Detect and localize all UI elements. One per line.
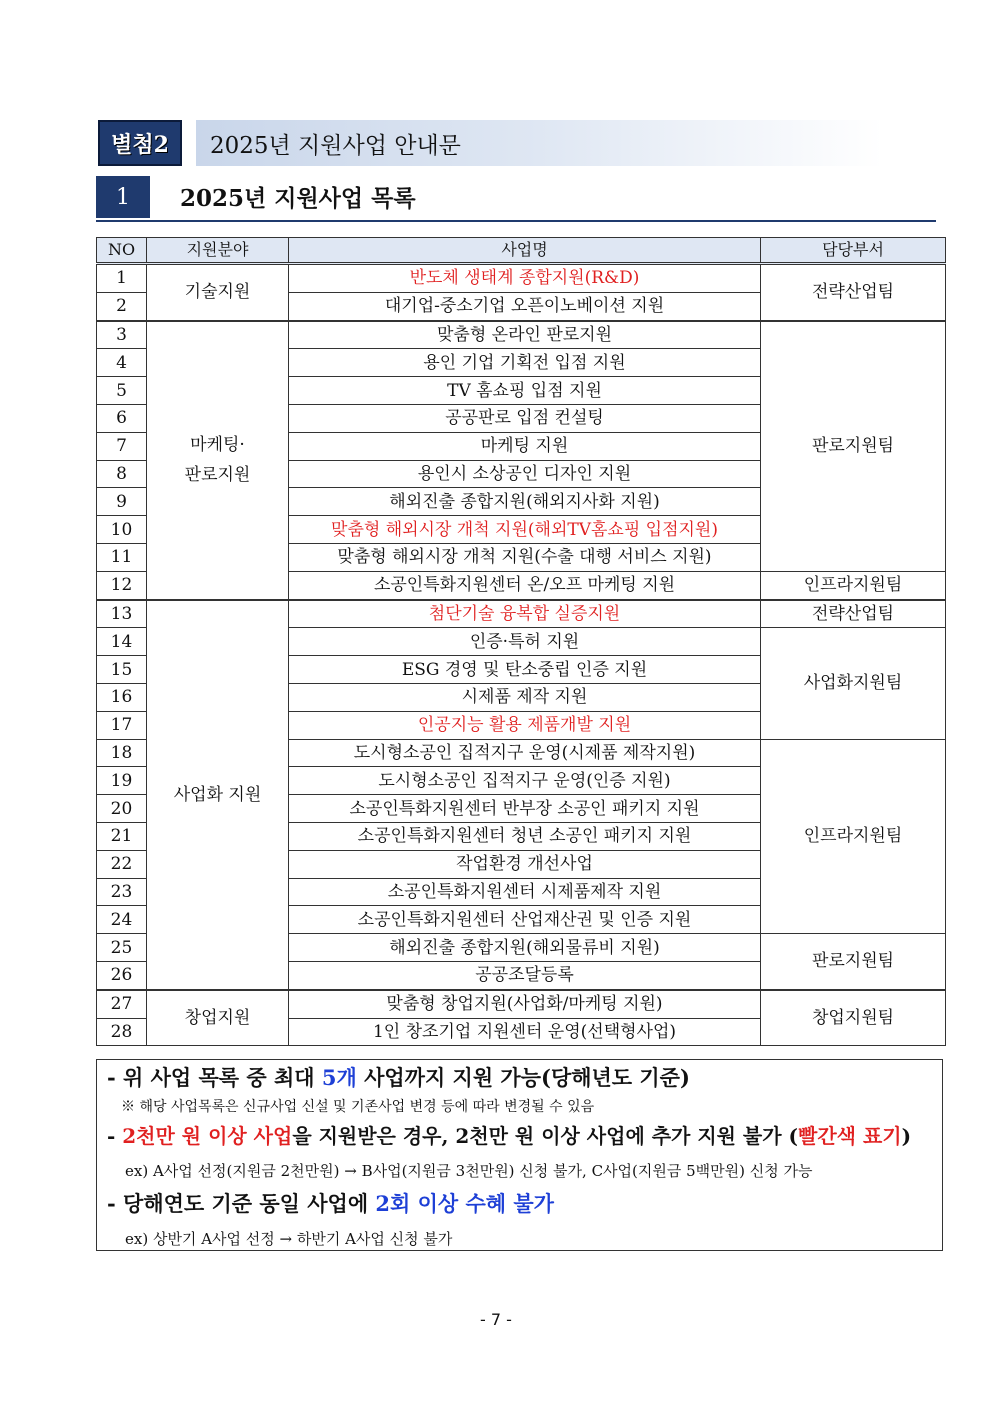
cell-no: 8 — [97, 460, 147, 488]
cell-no: 14 — [97, 628, 147, 656]
note-highlight: 2회 이상 수혜 불가 — [375, 1191, 554, 1216]
cell-no: 1 — [97, 264, 147, 293]
cell-name: 공공조달등록 — [289, 961, 761, 989]
cell-name: 마케팅 지원 — [289, 432, 761, 460]
cell-name: 소공인특화지원센터 시제품제작 지원 — [289, 878, 761, 906]
cell-no: 4 — [97, 349, 147, 377]
cell-name: 첨단기술 융복합 실증지원 — [289, 600, 761, 628]
cell-no: 27 — [97, 990, 147, 1018]
cell-no: 17 — [97, 711, 147, 739]
cell-field: 사업화 지원 — [147, 600, 289, 990]
cell-dept: 인프라지원팀 — [761, 571, 946, 599]
cell-name: 반도체 생태계 종합지원(R&D) — [289, 264, 761, 293]
table-header-row — [97, 238, 946, 264]
note-duplicate — [107, 1188, 554, 1218]
notes-box — [96, 1059, 943, 1251]
cell-name: 소공인특화지원센터 반부장 소공인 패키지 지원 — [289, 795, 761, 823]
cell-no: 20 — [97, 795, 147, 823]
cell-dept: 전략산업팀 — [761, 264, 946, 321]
cell-field: 창업지원 — [147, 990, 289, 1046]
note-highlight: 빨간색 표기 — [798, 1124, 902, 1148]
header-field: 지원분야 — [147, 238, 289, 264]
cell-name: 작업환경 개선사업 — [289, 850, 761, 878]
note-text: 사업까지 지원 가능(당해년도 기준) — [356, 1065, 690, 1090]
note-20m-limit — [107, 1120, 911, 1149]
cell-no: 25 — [97, 934, 147, 962]
cell-no: 23 — [97, 878, 147, 906]
cell-name: 시제품 제작 지원 — [289, 683, 761, 711]
note-text: - 당해연도 기준 동일 사업에 — [107, 1191, 376, 1216]
header-no: NO — [97, 238, 147, 264]
cell-name: TV 홈쇼핑 입점 지원 — [289, 377, 761, 405]
cell-field: 기술지원 — [147, 264, 289, 321]
cell-dept: 창업지원팀 — [761, 990, 946, 1046]
cell-dept: 판로지원팀 — [761, 934, 946, 990]
program-table — [96, 237, 946, 1046]
page-number: - 7 - — [480, 1310, 512, 1329]
note-text: - 위 사업 목록 중 최대 — [107, 1065, 322, 1090]
cell-name: 해외진출 종합지원(해외지사화 지원) — [289, 488, 761, 516]
cell-no: 3 — [97, 321, 147, 349]
cell-dept: 사업화지원팀 — [761, 628, 946, 739]
note-highlight: 2천만 원 이상 사업 — [122, 1124, 293, 1148]
cell-no: 5 — [97, 377, 147, 405]
annex-tag: 별첨2 — [98, 120, 182, 166]
cell-name: 대기업-중소기업 오픈이노베이션 지원 — [289, 292, 761, 320]
cell-dept: 전략산업팀 — [761, 600, 946, 628]
header-name: 사업명 — [289, 238, 761, 264]
cell-dept: 판로지원팀 — [761, 321, 946, 572]
section-number: 1 — [96, 176, 150, 218]
cell-name: 용인 기업 기획전 입점 지원 — [289, 349, 761, 377]
note-example-2: ex) 상반기 A사업 선정 → 하반기 A사업 신청 불가 — [125, 1230, 453, 1248]
cell-no: 18 — [97, 739, 147, 767]
note-max-five — [107, 1062, 690, 1092]
note-sub-change: ※ 해당 사업목록은 신규사업 신설 및 기존사업 변경 등에 따라 변경될 수 있음 — [121, 1099, 595, 1115]
cell-name: 소공인특화지원센터 온/오프 마케팅 지원 — [289, 571, 761, 599]
cell-dept: 인프라지원팀 — [761, 739, 946, 934]
cell-name: 인공지능 활용 제품개발 지원 — [289, 711, 761, 739]
cell-no: 6 — [97, 404, 147, 432]
note-text: - — [107, 1124, 123, 1148]
table-row — [97, 264, 946, 293]
cell-name: 인증·특허 지원 — [289, 628, 761, 656]
note-highlight: 5개 — [321, 1065, 357, 1090]
header-dept: 담당부서 — [761, 238, 946, 264]
table-body — [97, 264, 946, 1046]
cell-no: 19 — [97, 767, 147, 795]
cell-name: 맞춤형 온라인 판로지원 — [289, 321, 761, 349]
cell-name: 맞춤형 해외시장 개척 지원(해외TV홈쇼핑 입점지원) — [289, 516, 761, 544]
cell-no: 16 — [97, 683, 147, 711]
cell-no: 24 — [97, 906, 147, 934]
cell-name: 맞춤형 해외시장 개척 지원(수출 대행 서비스 지원) — [289, 543, 761, 571]
cell-no: 2 — [97, 292, 147, 320]
cell-no: 15 — [97, 656, 147, 684]
cell-name: 맞춤형 창업지원(사업화/마케팅 지원) — [289, 990, 761, 1018]
table-row — [97, 600, 946, 628]
table-row — [97, 990, 946, 1018]
cell-no: 11 — [97, 543, 147, 571]
annex-header — [98, 120, 883, 166]
cell-name: 해외진출 종합지원(해외물류비 지원) — [289, 934, 761, 962]
cell-name: 공공판로 입점 컨설팅 — [289, 404, 761, 432]
cell-no: 7 — [97, 432, 147, 460]
cell-no: 9 — [97, 488, 147, 516]
cell-no: 10 — [97, 516, 147, 544]
note-text: ) — [901, 1124, 912, 1148]
cell-no: 21 — [97, 822, 147, 850]
note-text: 을 지원받은 경우, 2천만 원 이상 사업에 추가 지원 불가 ( — [292, 1124, 799, 1148]
cell-no: 13 — [97, 600, 147, 628]
cell-no: 12 — [97, 571, 147, 599]
annex-title: 2025년 지원사업 안내문 — [196, 120, 883, 166]
note-example-1: ex) A사업 선정(지원금 2천만원) → B사업(지원금 3천만원) 신청 불가, C사업(지원금 5백만원) 신청 가능 — [125, 1162, 813, 1180]
section-title: 2025년 지원사업 목록 — [180, 185, 416, 212]
cell-name: 소공인특화지원센터 산업재산권 및 인증 지원 — [289, 906, 761, 934]
cell-no: 28 — [97, 1018, 147, 1046]
cell-no: 26 — [97, 961, 147, 989]
cell-no: 22 — [97, 850, 147, 878]
cell-name: 용인시 소상공인 디자인 지원 — [289, 460, 761, 488]
cell-name: 도시형소공인 집적지구 운영(시제품 제작지원) — [289, 739, 761, 767]
cell-name: 소공인특화지원센터 청년 소공인 패키지 지원 — [289, 822, 761, 850]
cell-field: 마케팅· 판로지원 — [147, 321, 289, 600]
cell-name: 도시형소공인 집적지구 운영(인증 지원) — [289, 767, 761, 795]
cell-name: ESG 경영 및 탄소중립 인증 지원 — [289, 656, 761, 684]
cell-name: 1인 창조기업 지원센터 운영(선택형사업) — [289, 1018, 761, 1046]
table-row — [97, 321, 946, 349]
section-header — [96, 176, 936, 222]
